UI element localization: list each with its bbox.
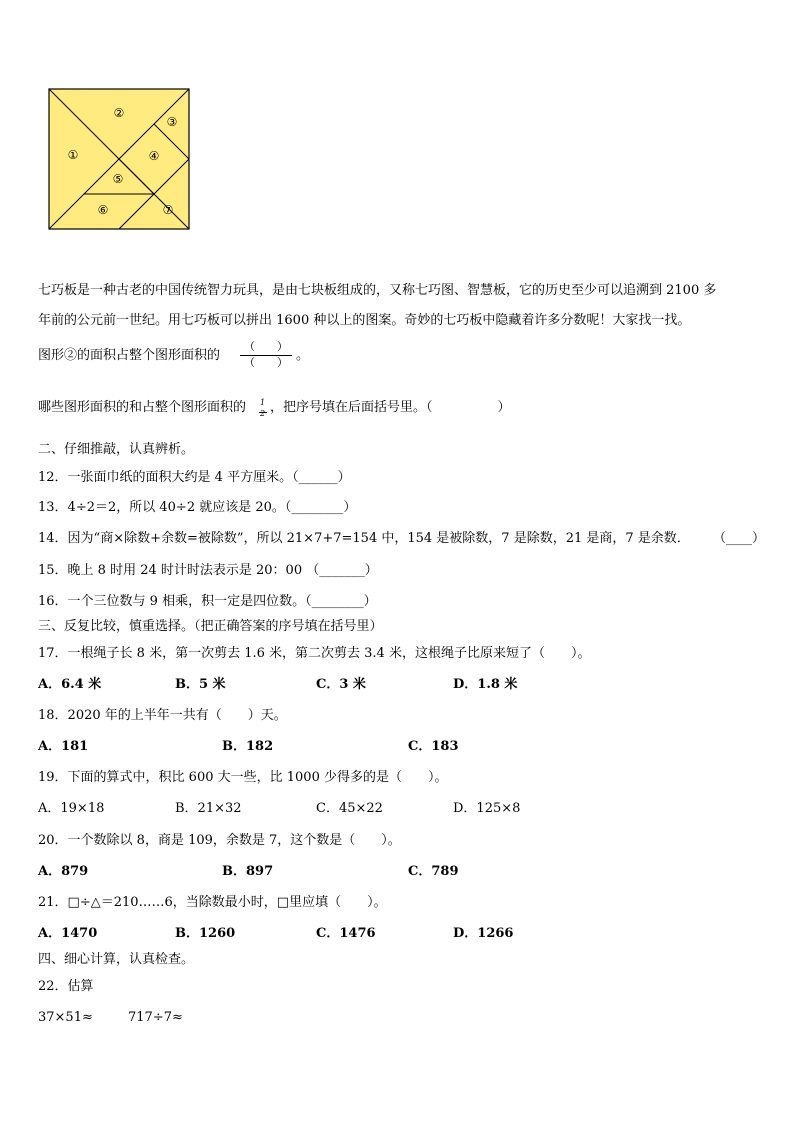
judge-item-16: 16．一个三位数与 9 相乘，积一定是四位数。（________） [38, 594, 377, 609]
choice-18-option-c[interactable]: C．183 [408, 739, 459, 754]
tangram-label-3: ③ [166, 115, 178, 129]
choice-17-option-b[interactable]: B．5 米 [175, 677, 226, 692]
tangram-label-7: ⑦ [162, 203, 174, 217]
section-2-heading: 二、仔细推敲，认真辨析。 [38, 442, 195, 457]
choice-17-option-c[interactable]: C．3 米 [316, 677, 366, 692]
judge-item-15: 15．晚上 8 时用 24 时计时法表示是 20：00 （_______） [38, 563, 378, 578]
section-3-heading: 三、反复比较，慎重选择。（把正确答案的序号填在括号里） [38, 619, 383, 634]
intro-line-1: 七巧板是一种古老的中国传统智力玩具，是由七块板组成的，又称七巧图、智慧板，它的历史至少可以追溯到 2100 多 [38, 283, 717, 298]
choice-18-option-b[interactable]: B．182 [222, 739, 274, 754]
q-area-tail: 。 [296, 348, 310, 363]
judge-item-14-blank[interactable]: （____） [713, 531, 766, 546]
calc-22-item-1: 37×51≈ [38, 1010, 93, 1025]
q-sum-frac-den: 2 [260, 409, 266, 418]
choice-19-option-a[interactable]: A．19×18 [38, 801, 105, 816]
choice-18-question: 18．2020 年的上半年一共有（ ）天。 [38, 708, 287, 723]
choice-17-option-d[interactable]: D．1.8 米 [453, 677, 518, 692]
calc-22-item-2: 717÷7≈ [128, 1010, 183, 1025]
q-area-text: 图形②的面积占整个图形面积的 [38, 348, 221, 363]
choice-19-option-c[interactable]: C．45×22 [316, 801, 383, 816]
choice-18-option-a[interactable]: A．181 [38, 739, 89, 754]
choice-17-option-a[interactable]: A．6.4 米 [38, 677, 102, 692]
q-area-fraction [238, 341, 294, 371]
q-sum-frac-num: 1 [260, 398, 266, 407]
tangram-label-2: ② [113, 106, 125, 120]
choice-19-question: 19．下面的算式中，积比 600 大一些，比 1000 少得多的是（ ）。 [38, 770, 448, 785]
q-sum-fraction [259, 398, 269, 420]
q-area-numerator[interactable]: （ ） [244, 340, 288, 353]
q-sum-after: ，把序号填在后面括号里。（ ） [270, 400, 511, 415]
judge-item-14: 14．因为“商×除数+余数=被除数”，所以 21×7+7=154 中，154 是被除数，7 是除数，21 是商，7 是余数． [38, 531, 690, 546]
choice-21-option-c[interactable]: C．1476 [316, 926, 376, 941]
intro-line-2: 年前的公元前一世纪。用七巧板可以拼出 1600 种以上的图案。奇妙的七巧板中隐藏着许多分数呢！大家找一找。 [38, 313, 691, 328]
tangram-label-4: ④ [148, 149, 160, 163]
choice-21-option-b[interactable]: B．1260 [175, 926, 236, 941]
calc-22-heading: 22．估算 [38, 979, 94, 994]
tangram-figure [48, 88, 190, 230]
choice-21-option-d[interactable]: D．1266 [453, 926, 514, 941]
q-sum-text: 哪些图形面积的和占整个图形面积的 [38, 400, 247, 415]
judge-item-13: 13．4÷2＝2，所以 40÷2 就应该是 20。（________） [38, 500, 357, 515]
choice-20-option-c[interactable]: C．789 [408, 864, 459, 879]
choice-17-question: 17．一根绳子长 8 米，第一次剪去 1.6 米，第二次剪去 3.4 米，这根绳子比原来短了（ ）。 [38, 646, 591, 661]
tangram-label-5: ⑤ [112, 172, 124, 186]
choice-21-question: 21．□÷△＝210……6，当除数最小时，□里应填（ ）。 [38, 895, 387, 910]
tangram-label-6: ⑥ [97, 203, 109, 217]
choice-20-option-a[interactable]: A．879 [38, 864, 89, 879]
choice-21-option-a[interactable]: A．1470 [38, 926, 98, 941]
tangram-label-1: ① [67, 148, 79, 162]
choice-20-option-b[interactable]: B．897 [222, 864, 274, 879]
choice-19-option-b[interactable]: B．21×32 [175, 801, 242, 816]
choice-19-option-d[interactable]: D．125×8 [453, 801, 521, 816]
q-area-denominator[interactable]: （ ） [244, 356, 288, 369]
section-4-heading: 四、细心计算，认真检查。 [38, 952, 195, 967]
choice-20-question: 20．一个数除以 8，商是 109，余数是 7，这个数是（ ）。 [38, 833, 401, 848]
judge-item-12: 12．一张面巾纸的面积大约是 4 平方厘米。（______） [38, 470, 351, 485]
